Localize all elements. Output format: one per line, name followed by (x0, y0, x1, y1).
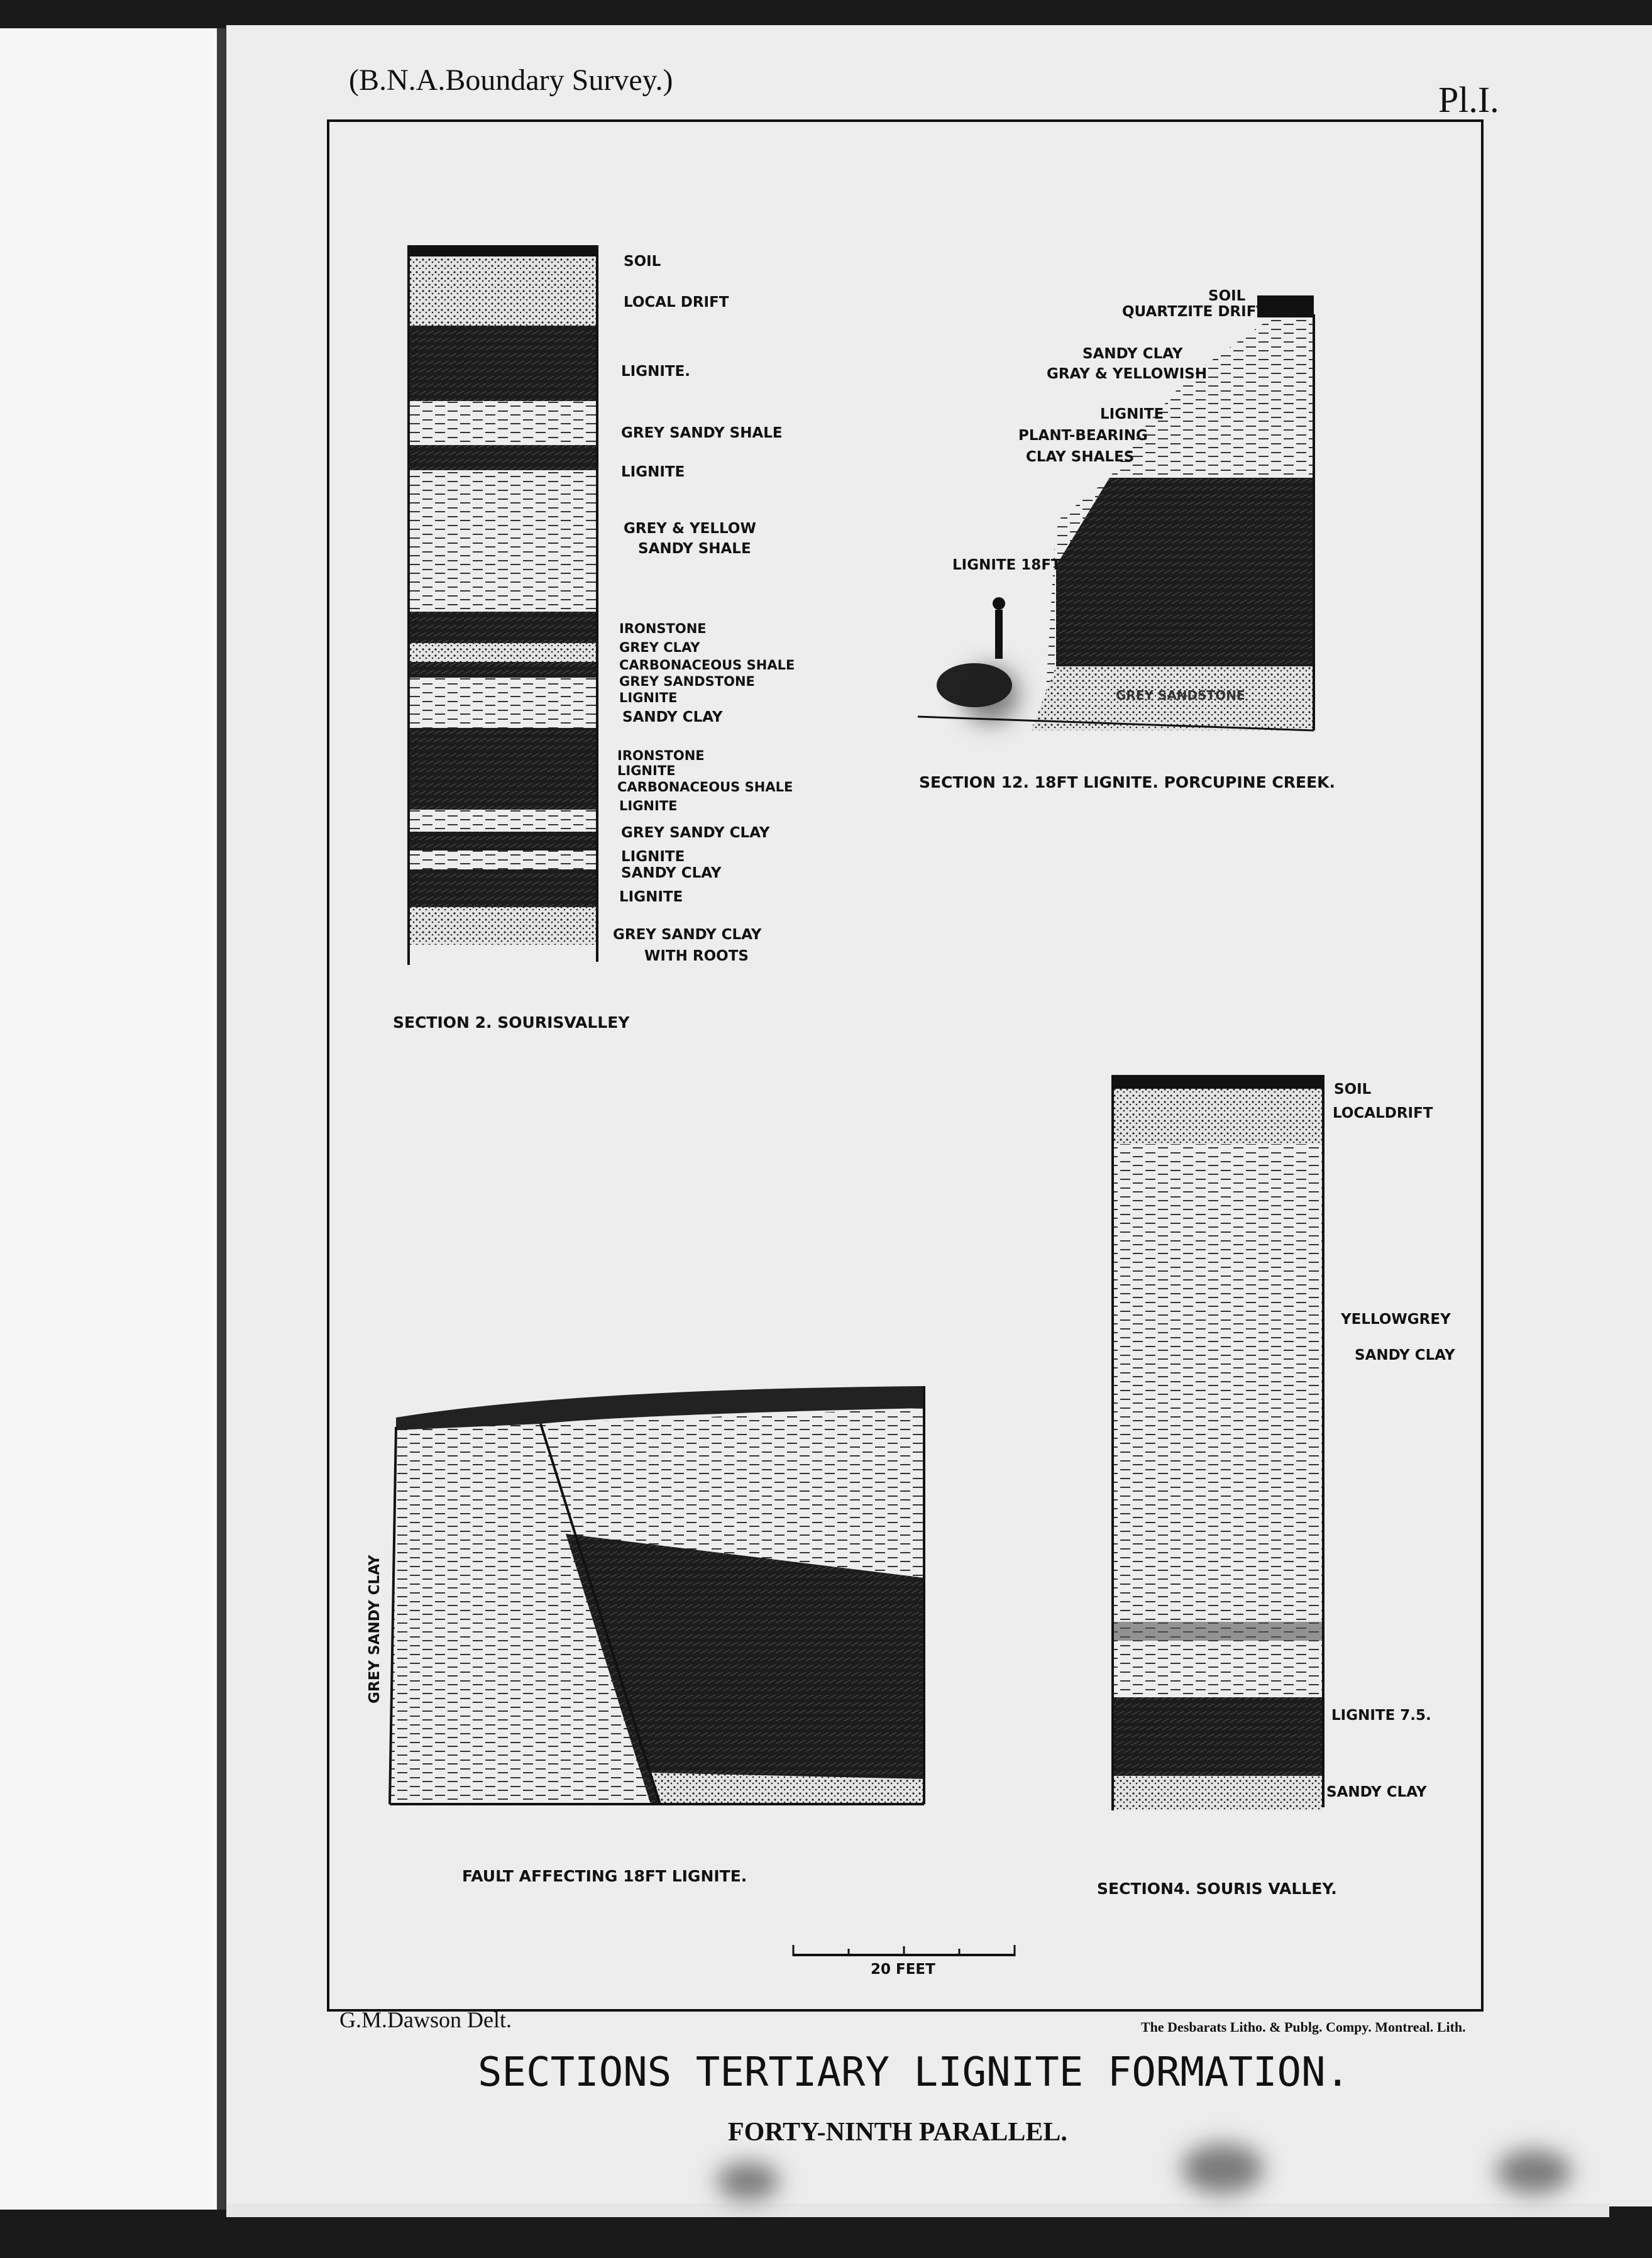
scale-label: 20 FEET (871, 1961, 935, 1978)
fault-side-label: GREY SANDY CLAY (366, 1555, 383, 1704)
section12-caption: SECTION 12. 18FT LIGNITE. PORCUPINE CREEK. (919, 773, 1336, 791)
book-gutter (217, 28, 226, 2210)
s4-label-local-drift: LOCALDRIFT (1333, 1105, 1433, 1121)
s12-label-soil: SOIL (1208, 288, 1246, 304)
fault-caption: FAULT AFFECTING 18FT LIGNITE. (462, 1867, 747, 1885)
s2-label-grey-yellow: GREY & YELLOW (624, 520, 756, 537)
ink-stain (717, 2162, 779, 2200)
s2-label-sandy-clay: SANDY CLAY (622, 709, 723, 725)
s4-label-yellow-grey: YELLOWGREY (1341, 1311, 1451, 1328)
artist-credit: G.M.Dawson Delt. (339, 2007, 512, 2032)
s2-label-grey-sandy-shale: GREY SANDY SHALE (621, 425, 783, 441)
page-edge (226, 2203, 1609, 2217)
scale-bar (791, 1942, 1017, 1961)
s2-label-grey-sandy-clay: GREY SANDY CLAY (621, 825, 770, 841)
plate-subtitle: FORTY-NINTH PARALLEL. (728, 2118, 1067, 2147)
s12-label-quartzite-drift: QUARTZITE DRIFT (1122, 304, 1267, 320)
left-page (0, 28, 223, 2210)
s2-label-soil: SOIL (624, 253, 661, 270)
section2-caption: SECTION 2. SOURISVALLEY (393, 1013, 630, 1032)
s12-label-plant-bearing: PLANT-BEARING (1018, 427, 1148, 444)
fault-section (383, 1370, 937, 1810)
s2-label-lignite-4: LIGNITE (617, 763, 676, 778)
s2-label-lignite-7: LIGNITE (619, 889, 683, 905)
s2-label-local-drift: LOCAL DRIFT (624, 294, 729, 311)
s12-label-lignite: LIGNITE (1100, 406, 1164, 422)
plate-title: SECTIONS TERTIARY LIGNITE FORMATION. (478, 2049, 1350, 2096)
header-survey: (B.N.A.Boundary Survey.) (349, 63, 673, 97)
s2-label-ironstone-2: IRONSTONE (617, 748, 705, 763)
s12-label-clay-shales: CLAY SHALES (1026, 449, 1135, 465)
s2-label-lignite-5: LIGNITE (619, 798, 678, 813)
ink-stain (962, 666, 1018, 723)
s2-label-carbonaceous-shale: CARBONACEOUS SHALE (619, 658, 795, 673)
s2-label-carbonaceous-shale-2: CARBONACEOUS SHALE (617, 779, 793, 795)
s2-label-with-roots: WITH ROOTS (644, 948, 749, 964)
section4-caption: SECTION4. SOURIS VALLEY. (1097, 1880, 1337, 1898)
printer-credit: The Desbarats Litho. & Publg. Compy. Montreal. Lith. (1141, 2019, 1466, 2035)
section2-column (396, 233, 610, 968)
s2-label-grey-clay: GREY CLAY (619, 640, 700, 655)
s2-label-sandy-shale: SANDY SHALE (638, 541, 751, 557)
s12-label-gray-yellowish: GRAY & YELLOWISH (1047, 366, 1208, 382)
s2-label-lignite-6: LIGNITE (621, 849, 685, 865)
plate-number: Pl.I. (1438, 79, 1499, 120)
s2-label-grey-sandy-clay-2: GREY SANDY CLAY (613, 927, 762, 943)
s2-label-lignite-2: LIGNITE (621, 464, 685, 480)
s12-label-grey-sandstone: GREY SANDSTONE (1116, 688, 1245, 703)
section4-column (1094, 1062, 1333, 1810)
s4-label-sandy-clay: SANDY CLAY (1355, 1347, 1455, 1363)
s2-label-grey-sandstone: GREY SANDSTONE (619, 674, 755, 689)
ink-stain (1182, 2144, 1264, 2194)
ink-stain (1496, 2150, 1572, 2194)
s12-label-lignite-18ft: LIGNITE 18FT (952, 557, 1061, 573)
s2-label-sandy-clay-2: SANDY CLAY (621, 865, 722, 881)
s2-label-ironstone: IRONSTONE (619, 621, 707, 636)
s2-label-lignite: LIGNITE. (621, 363, 691, 380)
s2-label-lignite-3: LIGNITE (619, 690, 678, 705)
s4-label-sandy-clay-2: SANDY CLAY (1326, 1784, 1427, 1800)
s12-label-sandy-clay: SANDY CLAY (1082, 346, 1183, 362)
s4-label-lignite-7-5: LIGNITE 7.5. (1331, 1707, 1431, 1724)
s4-label-soil: SOIL (1334, 1081, 1372, 1098)
